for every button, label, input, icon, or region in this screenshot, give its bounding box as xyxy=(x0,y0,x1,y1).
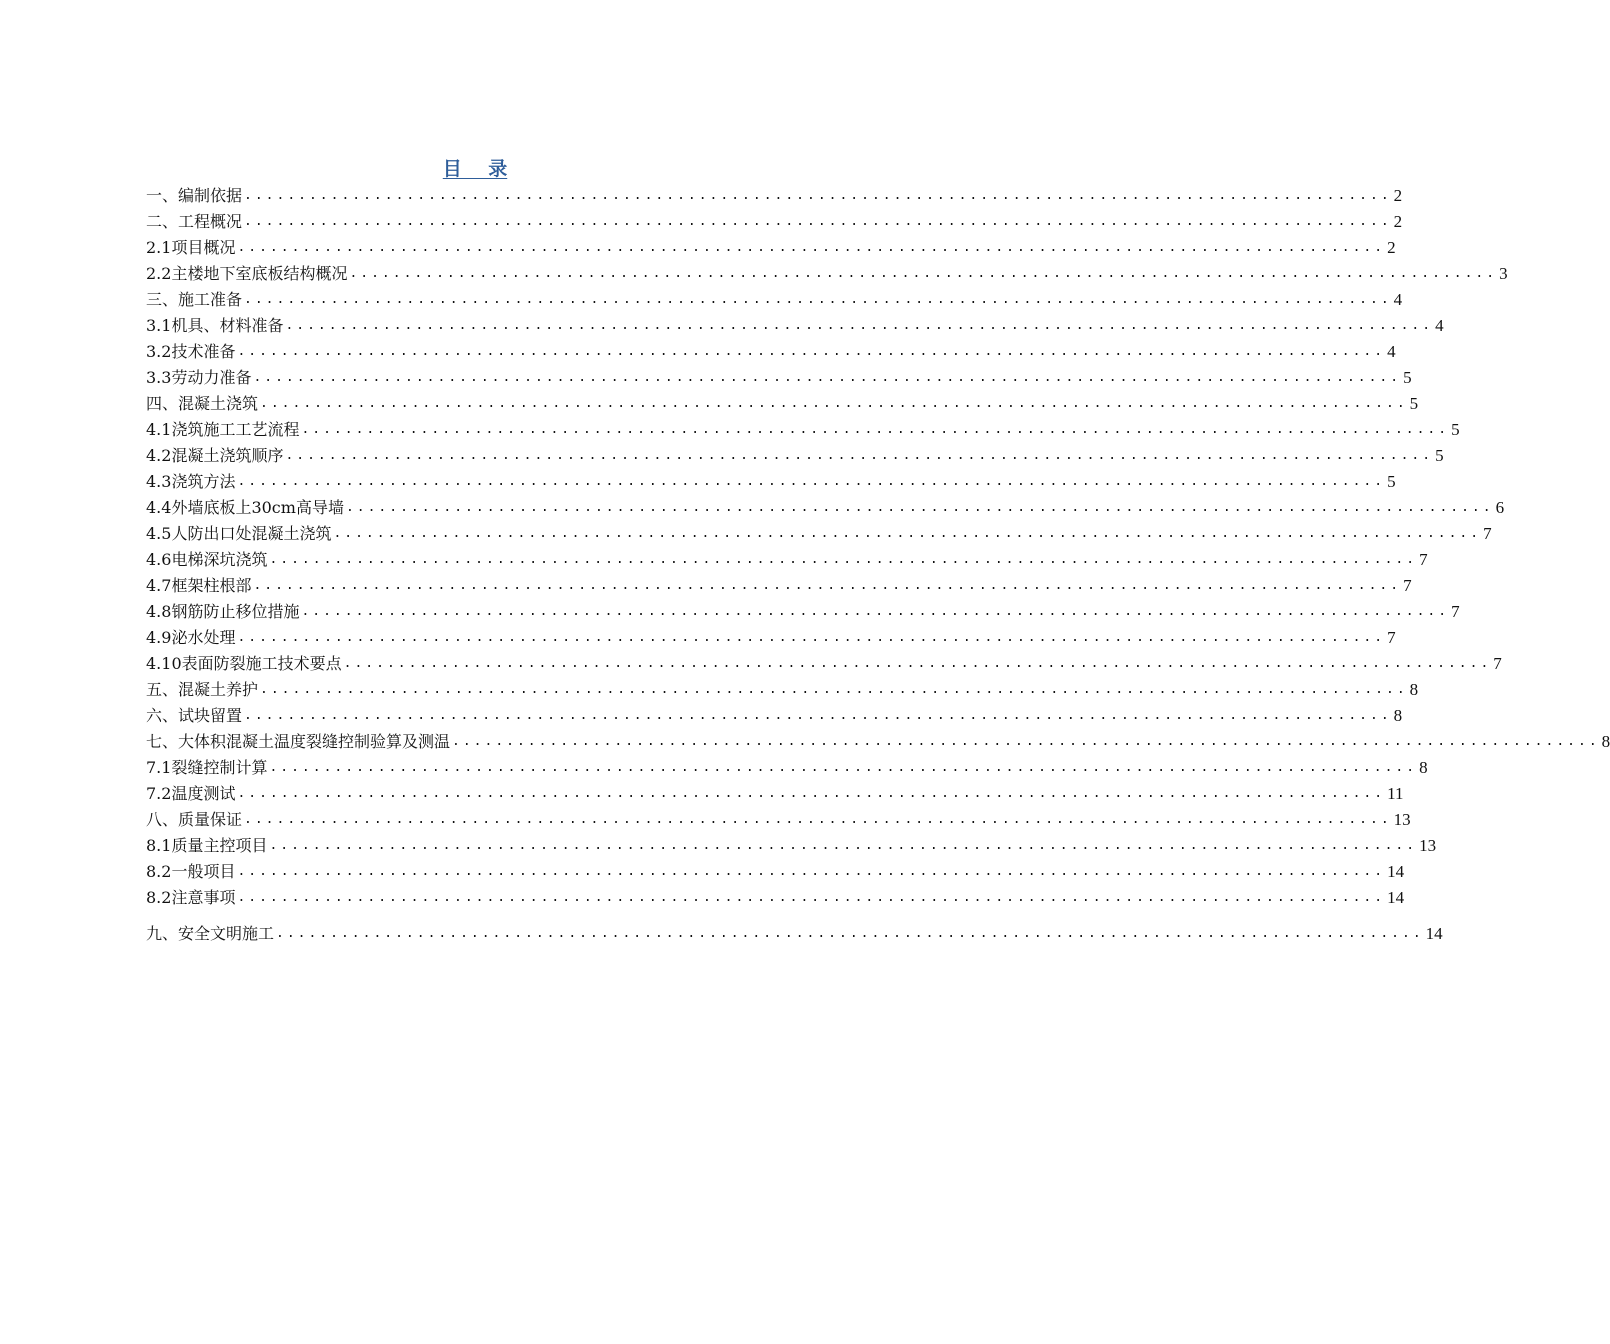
toc-dot-leader: .......................................................................................................... xyxy=(285,448,1434,463)
toc-dot-leader: .......................................................................................................... xyxy=(244,188,1392,203)
toc-dot-leader: .......................................................................................................... xyxy=(301,604,1450,619)
toc-dot-leader: .......................................................................................................... xyxy=(253,578,1402,593)
toc-entry-page-number: 5 xyxy=(1451,420,1460,439)
toc-dot-leader: .......................................................................................................... xyxy=(285,318,1434,333)
toc-entry-label: 8.2一般项目 xyxy=(146,862,236,881)
toc-dot-leader: .......................................................................................................... xyxy=(345,500,1494,515)
toc-entry[interactable] xyxy=(146,833,1437,859)
toc-title xyxy=(0,156,950,182)
toc-entry-page-number: 7 xyxy=(1387,628,1396,647)
toc-entry-page-number: 5 xyxy=(1403,368,1412,387)
toc-entry[interactable] xyxy=(146,625,1396,651)
toc-dot-leader: .......................................................................................................... xyxy=(237,890,1386,905)
toc-dot-leader: .......................................................................................................... xyxy=(244,812,1392,827)
toc-entry[interactable] xyxy=(146,469,1396,495)
toc-entry-label: 七、大体积混凝土温度裂缝控制验算及测温 xyxy=(146,732,451,751)
toc-entry[interactable] xyxy=(146,651,1502,677)
toc-entry-page-number: 13 xyxy=(1393,810,1411,829)
toc-dot-leader: .......................................................................................................... xyxy=(343,656,1492,671)
table-of-contents xyxy=(146,183,1610,947)
toc-entry-label: 4.8钢筋防止移位措施 xyxy=(146,602,300,621)
toc-entry-label: 九、安全文明施工 xyxy=(146,924,275,943)
toc-entry-label: 三、施工准备 xyxy=(146,290,243,309)
toc-entry[interactable] xyxy=(146,573,1412,599)
toc-dot-leader: .......................................................................................................... xyxy=(237,240,1386,255)
toc-entry[interactable] xyxy=(146,365,1412,391)
toc-title-text[interactable]: 目 录 xyxy=(442,158,508,180)
toc-entry[interactable] xyxy=(146,885,1405,911)
toc-entry[interactable] xyxy=(146,287,1403,313)
toc-entry[interactable] xyxy=(146,677,1419,703)
toc-entry-page-number: 11 xyxy=(1387,784,1404,803)
toc-entry-page-number: 14 xyxy=(1387,862,1405,881)
toc-dot-leader: .......................................................................................................... xyxy=(269,552,1418,567)
toc-entry[interactable] xyxy=(146,391,1419,417)
toc-entry[interactable] xyxy=(146,417,1460,443)
toc-entry-page-number: 5 xyxy=(1409,394,1419,413)
toc-entry-page-number: 8 xyxy=(1393,706,1403,725)
toc-entry[interactable] xyxy=(146,859,1405,885)
toc-entry[interactable] xyxy=(146,183,1403,209)
toc-entry-page-number: 3 xyxy=(1499,264,1508,283)
toc-dot-leader: .......................................................................................................... xyxy=(349,266,1498,281)
toc-dot-leader: .......................................................................................................... xyxy=(301,422,1450,437)
toc-entry-label: 3.2技术准备 xyxy=(146,342,236,361)
toc-entry-label: 4.6电梯深坑浇筑 xyxy=(146,550,268,569)
toc-entry[interactable] xyxy=(146,209,1403,235)
toc-dot-leader: .......................................................................................................... xyxy=(237,474,1386,489)
toc-entry-label: 3.1机具、材料准备 xyxy=(146,316,284,335)
toc-entry-page-number: 4 xyxy=(1387,342,1396,361)
toc-entry-label: 二、工程概况 xyxy=(146,212,243,231)
toc-dot-leader: .......................................................................................................... xyxy=(237,786,1386,801)
toc-entry-page-number: 5 xyxy=(1435,446,1444,465)
toc-entry[interactable] xyxy=(146,921,1443,947)
toc-entry-page-number: 4 xyxy=(1435,316,1444,335)
toc-entry-page-number: 7 xyxy=(1403,576,1412,595)
toc-entry-page-number: 8 xyxy=(1419,758,1428,777)
toc-entry-label: 四、混凝土浇筑 xyxy=(146,394,259,413)
toc-entry-label: 4.1浇筑施工工艺流程 xyxy=(146,420,300,439)
toc-entry[interactable] xyxy=(146,443,1444,469)
toc-entry[interactable] xyxy=(146,729,1610,755)
toc-dot-leader: .......................................................................................................... xyxy=(237,344,1386,359)
toc-entry-label: 4.2混凝土浇筑顺序 xyxy=(146,446,284,465)
toc-entry[interactable] xyxy=(146,807,1411,833)
toc-dot-leader: .......................................................................................................... xyxy=(244,292,1392,307)
toc-dot-leader: .......................................................................................................... xyxy=(260,396,1408,411)
toc-entry-label: 4.3浇筑方法 xyxy=(146,472,236,491)
toc-dot-leader: .......................................................................................................... xyxy=(260,682,1408,697)
toc-entry-label: 4.5人防出口处混凝土浇筑 xyxy=(146,524,332,543)
toc-entry-label: 一、编制依据 xyxy=(146,186,243,205)
toc-entry-page-number: 8 xyxy=(1601,732,1610,751)
toc-entry-label: 8.2注意事项 xyxy=(146,888,236,907)
toc-entry[interactable] xyxy=(146,599,1460,625)
toc-entry-page-number: 7 xyxy=(1493,654,1502,673)
toc-entry[interactable] xyxy=(146,547,1428,573)
toc-dot-leader: .......................................................................................................... xyxy=(333,526,1482,541)
toc-entry-label: 4.7框架柱根部 xyxy=(146,576,252,595)
toc-entry-page-number: 7 xyxy=(1451,602,1460,621)
toc-entry-page-number: 6 xyxy=(1495,498,1505,517)
toc-entry-page-number: 2 xyxy=(1387,238,1396,257)
toc-entry[interactable] xyxy=(146,703,1403,729)
toc-entry-label: 4.4外墙底板上30cm高导墙 xyxy=(146,498,344,517)
toc-dot-leader: .......................................................................................................... xyxy=(237,630,1386,645)
toc-dot-leader: .......................................................................................................... xyxy=(276,926,1424,941)
toc-entry[interactable] xyxy=(146,313,1444,339)
toc-entry-label: 六、试块留置 xyxy=(146,706,243,725)
toc-entry[interactable] xyxy=(146,261,1508,287)
toc-entry-page-number: 5 xyxy=(1387,472,1396,491)
toc-entry-page-number: 14 xyxy=(1425,924,1443,943)
toc-entry-label: 3.3劳动力准备 xyxy=(146,368,252,387)
toc-dot-leader: .......................................................................................................... xyxy=(452,734,1600,749)
toc-entry-page-number: 4 xyxy=(1393,290,1403,309)
toc-entry-label: 2.1项目概况 xyxy=(146,238,236,257)
toc-dot-leader: .......................................................................................................... xyxy=(269,760,1418,775)
toc-entry-page-number: 13 xyxy=(1419,836,1437,855)
toc-entry[interactable] xyxy=(146,339,1396,365)
toc-entry-page-number: 7 xyxy=(1419,550,1428,569)
toc-dot-leader: .......................................................................................................... xyxy=(244,708,1392,723)
toc-entry-page-number: 2 xyxy=(1393,212,1403,231)
toc-entry-label: 7.2温度测试 xyxy=(146,784,236,803)
toc-dot-leader: .......................................................................................................... xyxy=(237,864,1386,879)
toc-dot-leader: .......................................................................................................... xyxy=(269,838,1418,853)
toc-entry[interactable] xyxy=(146,755,1428,781)
toc-entry-label: 4.10表面防裂施工技术要点 xyxy=(146,654,342,673)
toc-entry-label: 五、混凝土养护 xyxy=(146,680,259,699)
toc-entry-page-number: 2 xyxy=(1393,186,1403,205)
toc-dot-leader: .......................................................................................................... xyxy=(253,370,1402,385)
toc-entry-label: 2.2主楼地下室底板结构概况 xyxy=(146,264,348,283)
toc-entry-page-number: 14 xyxy=(1387,888,1405,907)
toc-entry[interactable] xyxy=(146,495,1505,521)
toc-entry-label: 八、质量保证 xyxy=(146,810,243,829)
toc-entry-label: 4.9泌水处理 xyxy=(146,628,236,647)
toc-entry[interactable] xyxy=(146,521,1492,547)
toc-entry-page-number: 8 xyxy=(1409,680,1419,699)
toc-entry-page-number: 7 xyxy=(1483,524,1492,543)
toc-entry-label: 7.1裂缝控制计算 xyxy=(146,758,268,777)
toc-entry[interactable] xyxy=(146,235,1396,261)
toc-entry-label: 8.1质量主控项目 xyxy=(146,836,268,855)
toc-dot-leader: .......................................................................................................... xyxy=(244,214,1392,229)
toc-entry[interactable] xyxy=(146,781,1404,807)
